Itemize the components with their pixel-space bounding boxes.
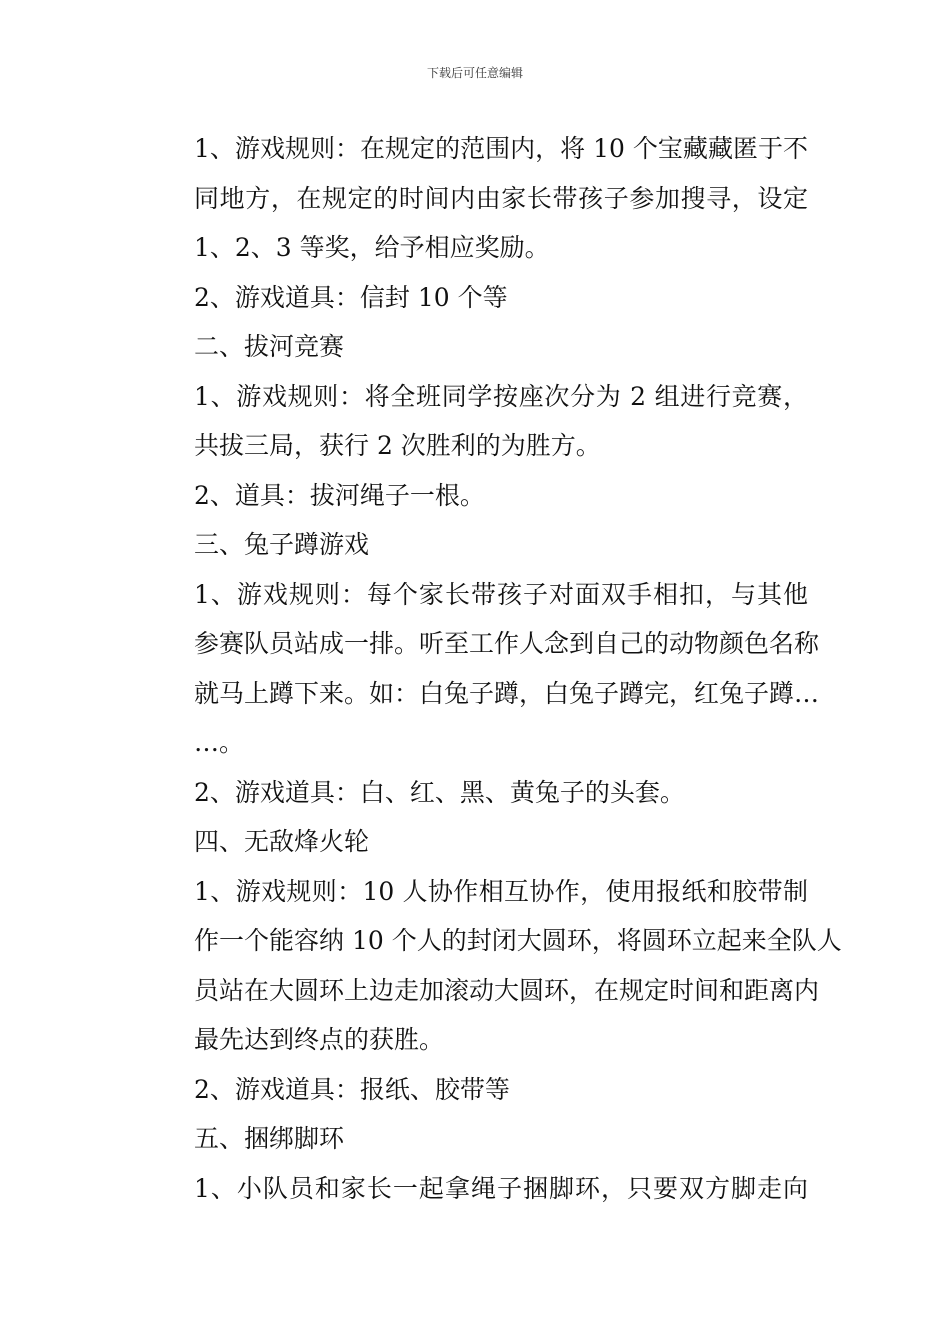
section-heading-rabbit-squat — [144, 520, 808, 570]
paragraph-tug-props — [144, 471, 808, 521]
text-line: 2、游戏道具：信封 10 个等 — [194, 282, 508, 312]
text-line: 最先达到终点的获胜。 — [194, 1025, 445, 1054]
text-line: 参赛队员站成一排。听至工作人念到自己的动物颜色名称 — [194, 629, 820, 658]
text-line: …。 — [194, 728, 245, 757]
paragraph-rabbit-props — [144, 768, 808, 818]
page-header: 下载后可任意编辑 — [426, 66, 523, 80]
text-line: 1、2、3 等奖，给予相应奖励。 — [194, 233, 550, 262]
text-line: 2、游戏道具：白、红、黑、黄兔子的头套。 — [194, 777, 685, 807]
paragraph-rabbit-rules — [144, 570, 820, 768]
paragraph-tug-rules — [144, 372, 808, 471]
paragraph-wheel-rules — [144, 867, 842, 1065]
paragraph-wheel-props — [144, 1065, 808, 1115]
text-line: 1、游戏规则：将全班同学按座次分为 2 组进行竞赛， — [194, 381, 808, 411]
text-line: 1、游戏规则：每个家长带孩子对面双手相扣，与其他 — [194, 579, 808, 609]
text-line: 二、拔河竞赛 — [194, 332, 345, 361]
section-heading-tug-of-war — [144, 322, 808, 372]
text-line: 就马上蹲下来。如：白兔子蹲，白兔子蹲完，红兔子蹲… — [194, 678, 820, 708]
text-line: 2、游戏道具：报纸、胶带等 — [194, 1074, 510, 1104]
text-line: 四、无敌烽火轮 — [194, 827, 370, 856]
paragraph-treasure-rules — [144, 124, 808, 273]
text-line: 2、道具：拔河绳子一根。 — [194, 480, 485, 510]
text-line: 1、游戏规则：在规定的范围内，将 10 个宝藏藏匿于不 — [194, 134, 808, 163]
text-line: 作一个能容纳 10 个人的封闭大圆环，将圆环立起来全队人 — [194, 926, 842, 955]
section-heading-leg-tie — [144, 1114, 808, 1164]
paragraph-treasure-props — [144, 273, 808, 323]
document-body — [144, 124, 842, 1213]
text-line: 共拔三局，获行 2 次胜利的为胜方。 — [194, 431, 601, 460]
text-line: 员站在大圆环上边走加滚动大圆环，在规定时间和距离内 — [194, 975, 820, 1005]
text-line: 三、兔子蹲游戏 — [194, 530, 370, 559]
paragraph-leg-rules — [144, 1164, 808, 1214]
text-line: 同地方，在规定的时间内由家长带孩子参加搜寻，设定 — [194, 183, 808, 213]
text-line: 1、游戏规则：10 人协作相互协作，使用报纸和胶带制 — [194, 876, 808, 906]
text-line: 五、捆绑脚环 — [194, 1124, 345, 1153]
section-heading-fire-wheel — [144, 817, 808, 867]
text-line: 1、小队员和家长一起拿绳子捆脚环，只要双方脚走向 — [194, 1173, 808, 1203]
